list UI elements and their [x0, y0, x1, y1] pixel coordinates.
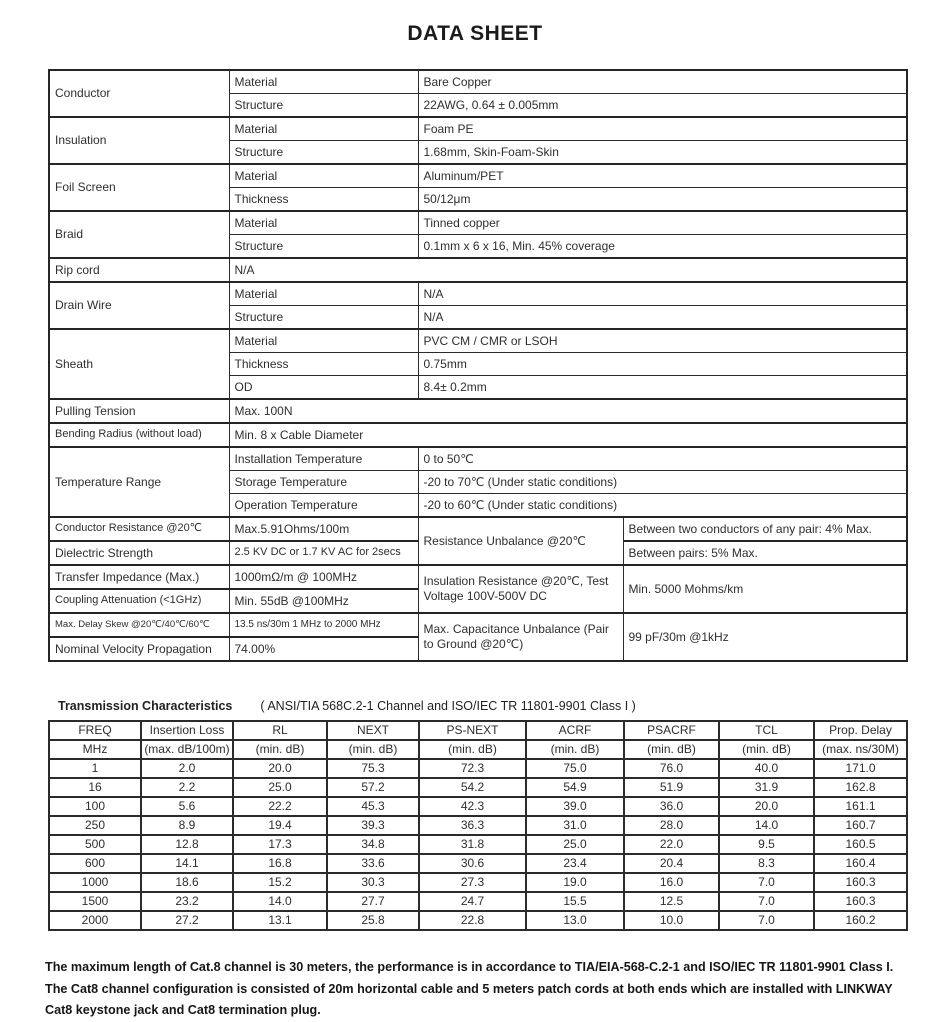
column-unit: (min. dB) — [719, 740, 814, 759]
table-cell: 20.4 — [624, 854, 719, 873]
table-cell: 7.0 — [719, 911, 814, 930]
column-header: NEXT — [327, 721, 419, 740]
spec-category: Braid — [49, 211, 229, 258]
spec-value: 99 pF/30m @1kHz — [623, 613, 907, 661]
table-cell: 36.0 — [624, 797, 719, 816]
table-cell: 40.0 — [719, 759, 814, 778]
table-cell: 31.8 — [419, 835, 526, 854]
table-cell: 51.9 — [624, 778, 719, 797]
table-cell: 14.1 — [141, 854, 233, 873]
table-cell: 8.9 — [141, 816, 233, 835]
page-title: DATA SHEET — [407, 22, 543, 45]
spec-sublabel: Operation Temperature — [229, 494, 418, 518]
transmission-caption — [58, 699, 906, 713]
table-cell: 160.4 — [814, 854, 907, 873]
spec-sublabel: Structure — [229, 141, 418, 165]
spec-sublabel: OD — [229, 376, 418, 400]
table-cell: 75.3 — [327, 759, 419, 778]
table-cell: 13.1 — [233, 911, 327, 930]
transmission-header-row — [49, 721, 907, 740]
spec-sublabel: Material — [229, 117, 418, 141]
table-cell: 500 — [49, 835, 141, 854]
table-cell: 31.9 — [719, 778, 814, 797]
spec-category: Coupling Attenuation (<1GHz) — [49, 589, 229, 613]
table-cell: 15.5 — [526, 892, 624, 911]
table-cell: 23.4 — [526, 854, 624, 873]
table-cell: 16.8 — [233, 854, 327, 873]
table-cell: 10.0 — [624, 911, 719, 930]
table-cell: 2.2 — [141, 778, 233, 797]
table-cell: 13.0 — [526, 911, 624, 930]
column-unit: (max. dB/100m) — [141, 740, 233, 759]
table-cell: 16.0 — [624, 873, 719, 892]
spec-value: Aluminum/PET — [418, 164, 907, 188]
spec-sublabel: Material — [229, 164, 418, 188]
table-cell: 30.6 — [419, 854, 526, 873]
table-cell: 20.0 — [233, 759, 327, 778]
table-cell: 162.8 — [814, 778, 907, 797]
spec-value: N/A — [418, 306, 907, 330]
table-row — [49, 816, 907, 835]
column-header: TCL — [719, 721, 814, 740]
spec-category: Dielectric Strength — [49, 541, 229, 565]
table-cell: 25.0 — [526, 835, 624, 854]
column-unit: (min. dB) — [419, 740, 526, 759]
spec-sublabel: Material — [229, 282, 418, 306]
table-cell: 160.3 — [814, 892, 907, 911]
content-area — [48, 69, 906, 931]
column-header: PS-NEXT — [419, 721, 526, 740]
spec-category: Insulation — [49, 117, 229, 164]
table-row — [49, 911, 907, 930]
table-cell: 45.3 — [327, 797, 419, 816]
column-unit: (min. dB) — [327, 740, 419, 759]
table-cell: 19.0 — [526, 873, 624, 892]
spec-category: Pulling Tension — [49, 399, 229, 423]
column-header: Insertion Loss — [141, 721, 233, 740]
column-unit: MHz — [49, 740, 141, 759]
table-cell: 28.0 — [624, 816, 719, 835]
column-unit: (min. dB) — [624, 740, 719, 759]
table-cell: 1000 — [49, 873, 141, 892]
footer-note — [45, 957, 925, 1022]
table-cell: 30.3 — [327, 873, 419, 892]
column-unit: (min. dB) — [526, 740, 624, 759]
spec-category: Nominal Velocity Propagation — [49, 637, 229, 661]
table-row — [49, 759, 907, 778]
spec-sublabel: Installation Temperature — [229, 447, 418, 471]
spec-value: 1000mΩ/m @ 100MHz — [229, 565, 418, 589]
table-cell: 19.4 — [233, 816, 327, 835]
table-cell: 171.0 — [814, 759, 907, 778]
table-cell: 72.3 — [419, 759, 526, 778]
spec-value: Max.5.91Ohms/100m — [229, 517, 418, 541]
spec-category: Insulation Resistance @20℃, Test Voltage 100V-500V DC — [418, 565, 623, 613]
table-cell: 160.2 — [814, 911, 907, 930]
table-row — [49, 873, 907, 892]
spec-value: Between two conductors of any pair: 4% Max. — [623, 517, 907, 541]
table-cell: 161.1 — [814, 797, 907, 816]
table-cell: 31.0 — [526, 816, 624, 835]
table-row — [49, 892, 907, 911]
column-header: PSACRF — [624, 721, 719, 740]
table-cell: 25.0 — [233, 778, 327, 797]
spec-value: N/A — [229, 258, 907, 282]
footer-line: The Cat8 channel configuration is consisted of 20m horizontal cable and 5 meters patch cords at both ends which are installed with LINKWAY — [45, 981, 893, 996]
transmission-caption-standards: ( ANSI/TIA 568C.2-1 Channel and ISO/IEC TR 11801-9901 Class I ) — [260, 699, 636, 713]
table-cell: 5.6 — [141, 797, 233, 816]
footer-line: The maximum length of Cat.8 channel is 30 meters, the performance is in accordance to TIA/EIA-568-C.2-1 and ISO/IEC TR 11801-9901 Class I. — [45, 960, 894, 974]
spec-value: Max. 100N — [229, 399, 907, 423]
table-row — [49, 835, 907, 854]
column-header: RL — [233, 721, 327, 740]
table-cell: 33.6 — [327, 854, 419, 873]
table-cell: 23.2 — [141, 892, 233, 911]
spec-sublabel: Storage Temperature — [229, 471, 418, 494]
table-cell: 12.8 — [141, 835, 233, 854]
table-cell: 8.3 — [719, 854, 814, 873]
spec-sublabel: Structure — [229, 306, 418, 330]
spec-value: 0.1mm x 6 x 16, Min. 45% coverage — [418, 235, 907, 259]
table-cell: 14.0 — [719, 816, 814, 835]
spec-value: PVC CM / CMR or LSOH — [418, 329, 907, 353]
spec-category: Transfer Impedance (Max.) — [49, 565, 229, 589]
table-cell: 20.0 — [719, 797, 814, 816]
table-cell: 14.0 — [233, 892, 327, 911]
spec-value: Min. 8 x Cable Diameter — [229, 423, 907, 447]
table-cell: 160.3 — [814, 873, 907, 892]
spec-value: -20 to 70℃ (Under static conditions) — [418, 471, 907, 494]
spec-value: 22AWG, 0.64 ± 0.005mm — [418, 94, 907, 118]
table-cell: 2000 — [49, 911, 141, 930]
column-header: FREQ — [49, 721, 141, 740]
table-cell: 24.7 — [419, 892, 526, 911]
spec-sublabel: Material — [229, 329, 418, 353]
column-header: Prop. Delay — [814, 721, 907, 740]
table-cell: 7.0 — [719, 873, 814, 892]
spec-category: Resistance Unbalance @20℃ — [418, 517, 623, 565]
table-cell: 39.0 — [526, 797, 624, 816]
specification-table — [48, 69, 908, 662]
table-cell: 12.5 — [624, 892, 719, 911]
spec-sublabel: Material — [229, 211, 418, 235]
table-cell: 15.2 — [233, 873, 327, 892]
transmission-caption-label: Transmission Characteristics — [58, 699, 233, 713]
table-row — [49, 797, 907, 816]
table-cell: 160.5 — [814, 835, 907, 854]
table-cell: 42.3 — [419, 797, 526, 816]
table-cell: 18.6 — [141, 873, 233, 892]
spec-category: Sheath — [49, 329, 229, 399]
table-cell: 27.3 — [419, 873, 526, 892]
table-cell: 100 — [49, 797, 141, 816]
table-cell: 1 — [49, 759, 141, 778]
spec-sublabel: Thickness — [229, 188, 418, 212]
spec-value: 1.68mm, Skin-Foam-Skin — [418, 141, 907, 165]
table-cell: 7.0 — [719, 892, 814, 911]
spec-value: Bare Copper — [418, 70, 907, 94]
table-cell: 16 — [49, 778, 141, 797]
table-cell: 76.0 — [624, 759, 719, 778]
spec-value: 74.00% — [229, 637, 418, 661]
spec-value: 50/12μm — [418, 188, 907, 212]
table-cell: 160.7 — [814, 816, 907, 835]
spec-value: 0.75mm — [418, 353, 907, 376]
table-cell: 57.2 — [327, 778, 419, 797]
spec-category: Conductor — [49, 70, 229, 117]
spec-sublabel: Structure — [229, 235, 418, 259]
spec-value: Between pairs: 5% Max. — [623, 541, 907, 565]
column-header: ACRF — [526, 721, 624, 740]
table-cell: 75.0 — [526, 759, 624, 778]
table-cell: 54.2 — [419, 778, 526, 797]
table-cell: 22.2 — [233, 797, 327, 816]
table-cell: 600 — [49, 854, 141, 873]
spec-category: Foil Screen — [49, 164, 229, 211]
table-cell: 39.3 — [327, 816, 419, 835]
table-cell: 25.8 — [327, 911, 419, 930]
spec-category: Conductor Resistance @20℃ — [49, 517, 229, 541]
spec-category: Rip cord — [49, 258, 229, 282]
spec-value: 13.5 ns/30m 1 MHz to 2000 MHz — [229, 613, 418, 637]
table-row — [49, 854, 907, 873]
spec-category: Max. Delay Skew @20℃/40℃/60℃ — [49, 613, 229, 637]
spec-category: Drain Wire — [49, 282, 229, 329]
column-unit: (max. ns/30M) — [814, 740, 907, 759]
table-cell: 17.3 — [233, 835, 327, 854]
table-cell: 2.0 — [141, 759, 233, 778]
spec-sublabel: Material — [229, 70, 418, 94]
table-cell: 9.5 — [719, 835, 814, 854]
transmission-unit-row — [49, 740, 907, 759]
table-cell: 27.7 — [327, 892, 419, 911]
table-cell: 1500 — [49, 892, 141, 911]
table-cell: 36.3 — [419, 816, 526, 835]
spec-value: Foam PE — [418, 117, 907, 141]
spec-category: Bending Radius (without load) — [49, 423, 229, 447]
column-unit: (min. dB) — [233, 740, 327, 759]
table-cell: 22.8 — [419, 911, 526, 930]
spec-value: -20 to 60℃ (Under static conditions) — [418, 494, 907, 518]
table-cell: 250 — [49, 816, 141, 835]
spec-value: Tinned copper — [418, 211, 907, 235]
spec-value: N/A — [418, 282, 907, 306]
spec-category: Max. Capacitance Unbalance (Pair to Ground @20℃) — [418, 613, 623, 661]
table-cell: 34.8 — [327, 835, 419, 854]
table-cell: 27.2 — [141, 911, 233, 930]
transmission-table — [48, 720, 908, 931]
table-cell: 54.9 — [526, 778, 624, 797]
spec-category: Temperature Range — [49, 447, 229, 517]
spec-sublabel: Structure — [229, 94, 418, 118]
spec-value: 0 to 50℃ — [418, 447, 907, 471]
spec-value: 2.5 KV DC or 1.7 KV AC for 2secs — [229, 541, 418, 565]
spec-sublabel: Thickness — [229, 353, 418, 376]
table-row — [49, 778, 907, 797]
footer-line: Cat8 keystone jack and Cat8 termination plug. — [45, 1003, 321, 1018]
spec-value: Min. 55dB @100MHz — [229, 589, 418, 613]
spec-value: 8.4± 0.2mm — [418, 376, 907, 400]
spec-value: Min. 5000 Mohms/km — [623, 565, 907, 613]
table-cell: 22.0 — [624, 835, 719, 854]
